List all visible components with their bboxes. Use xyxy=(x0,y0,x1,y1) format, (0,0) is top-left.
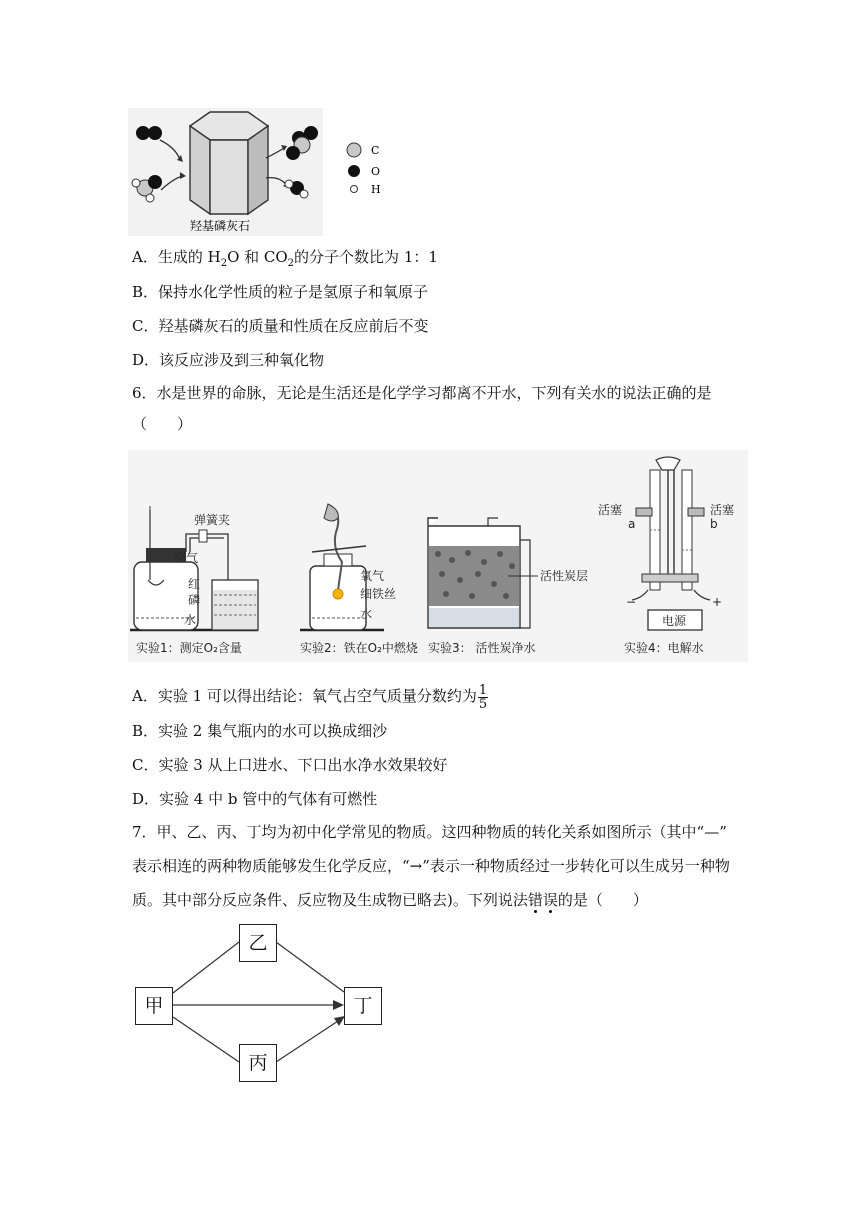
catalyst-figure xyxy=(128,108,388,236)
legend-h-label: H xyxy=(371,183,381,196)
q6-option-b: B．实验 2 集气瓶内的水可以换成细沙 xyxy=(132,722,388,740)
exp2-water-label: 水 xyxy=(360,607,373,621)
q6-option-d: D．实验 4 中 b 管中的气体有可燃性 xyxy=(132,790,378,808)
q7-stem-line1: 7．甲、乙、丙、丁均为初中化学常见的物质。这四种物质的转化关系如图所示（其中“—” xyxy=(132,823,727,841)
legend-o-label: O xyxy=(371,165,381,178)
exp4-tube-a-label: a xyxy=(628,517,636,531)
q7-stem-line3: 质。其中部分反应条件、反应物及生成物已略去)。下列说法错误的是（ ） xyxy=(132,891,648,909)
experiments-figure xyxy=(128,450,748,662)
legend-h-swatch xyxy=(351,186,358,193)
exp3-carbon-label: 活性炭层 xyxy=(540,569,589,583)
catalyst-diagram xyxy=(128,108,388,236)
exp1-caption: 实验1：测定O₂含量 xyxy=(136,641,242,655)
q7-stem-line2: 表示相连的两种物质能够发生化学反应，“→”表示一种物质经过一步转化可以生成另一种物 xyxy=(132,857,730,875)
exp1-clip-label: 弹簧夹 xyxy=(194,513,231,527)
experiments-diagram xyxy=(128,450,748,662)
fraction-one-fifth: $\frac{1}{5}$ xyxy=(478,682,488,712)
exp2-oxygen-label: 氧气 xyxy=(360,569,385,583)
exp4-positive-label: + xyxy=(712,595,723,609)
emphasis-char-2: 误 xyxy=(542,891,558,909)
exp1-water-label: 水 xyxy=(184,613,197,627)
exp4-valve-left-label: 活塞 xyxy=(598,503,623,517)
exp2-wire-label: 细铁丝 xyxy=(360,587,397,601)
exp2-caption: 实验2：铁在O₂中燃烧 xyxy=(300,641,418,655)
q5-option-c: C．羟基磷灰石的质量和性质在反应前后不变 xyxy=(132,317,429,335)
q6-option-a: A．实验 1 可以得出结论：氧气占空气质量分数约为 $\frac{1}{5}$ xyxy=(132,682,488,712)
q6-stem-line2: （ ） xyxy=(132,415,193,433)
exp4-valve-right-label: 活塞 xyxy=(710,503,735,517)
emphasis-char-1: 错 xyxy=(527,891,543,909)
exp4-caption: 实验4：电解水 xyxy=(624,641,704,655)
q6-stem-line1: 6．水是世界的命脉，无论是生活还是化学学习都离不开水，下列有关水的说法正确的是 xyxy=(132,384,712,402)
exp4-power-label: 电源 xyxy=(662,614,687,628)
q5-option-a: A．生成的 $H_2O$ 和 $CO_2$的分子个数比为 1：1 xyxy=(132,248,438,269)
node-bing: 丙 xyxy=(239,1044,277,1082)
exp1-red-label: 红 xyxy=(188,577,201,591)
conversion-diagram xyxy=(128,920,398,1090)
legend-c-label: C xyxy=(371,144,380,157)
q6-option-c: C．实验 3 从上口进水、下口出水净水效果较好 xyxy=(132,756,448,774)
q5-option-b: B．保持水化学性质的粒子是氢原子和氧原子 xyxy=(132,283,429,301)
legend-o-swatch xyxy=(348,165,360,177)
legend-c-swatch xyxy=(347,143,361,157)
catalyst-label: 羟基磷灰石 xyxy=(190,219,251,233)
node-yi: 乙 xyxy=(239,924,277,962)
exp1-air-label: 空气 xyxy=(174,551,199,565)
q5-option-d: D．该反应涉及到三种氧化物 xyxy=(132,351,325,369)
node-jia: 甲 xyxy=(135,987,173,1025)
exp1-phosphorus-label: 磷 xyxy=(188,593,201,607)
exp4-tube-b-label: b xyxy=(710,517,718,531)
node-ding: 丁 xyxy=(344,987,382,1025)
exp3-caption: 实验3： 活性炭净水 xyxy=(428,641,536,655)
exp4-negative-label: − xyxy=(626,595,637,609)
